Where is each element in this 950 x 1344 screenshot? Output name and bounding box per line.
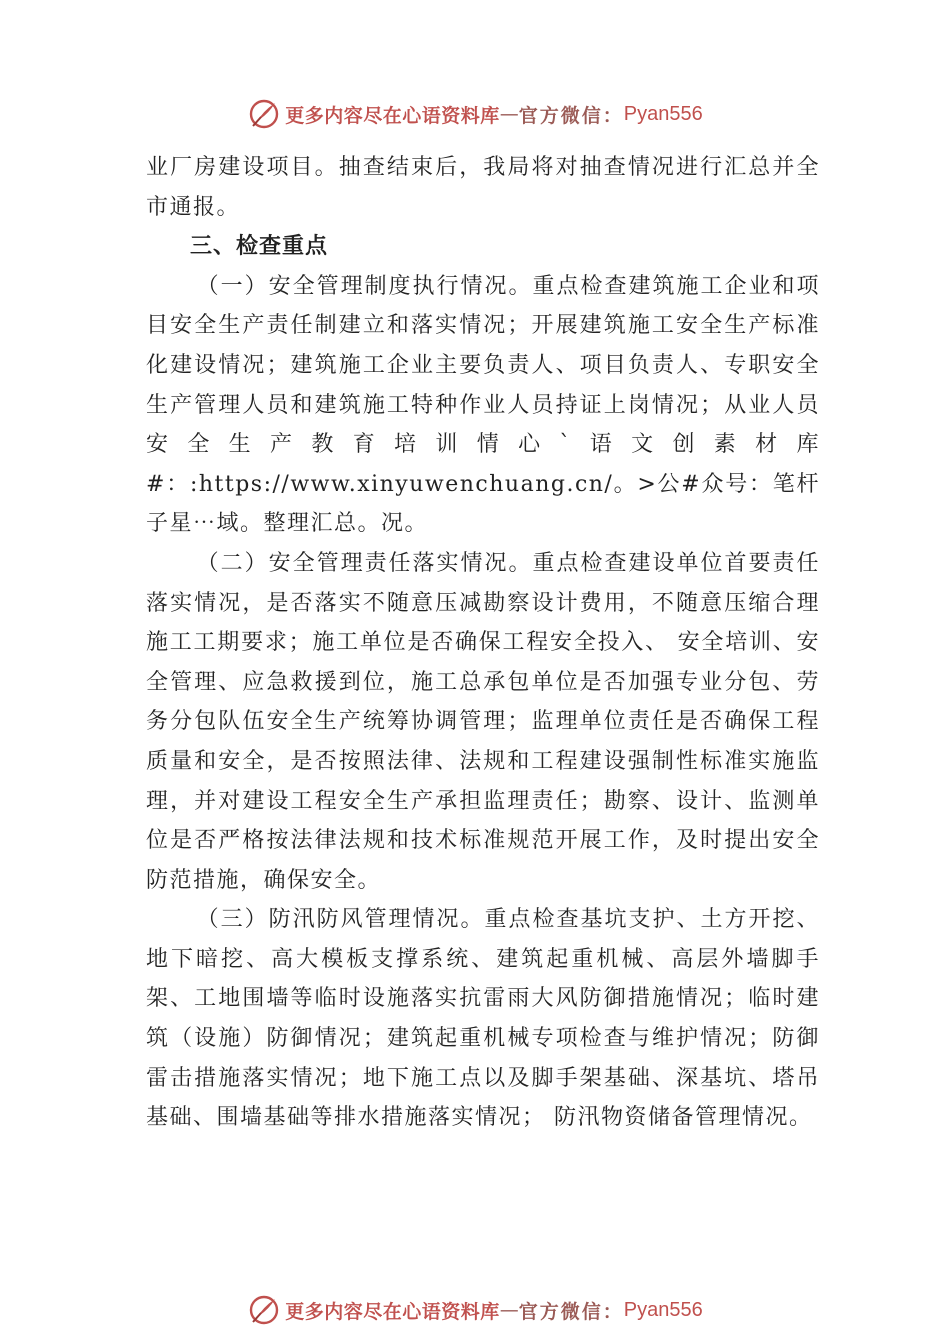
section-heading: 三、检查重点 bbox=[190, 234, 329, 260]
document-body bbox=[146, 148, 820, 1138]
item-paragraph-1: （一）安全管理制度执行情况。重点检查建筑施工企业和项目安全生产责任制建立和落实情况；开展建筑施工安全生产标准化建设情况；建筑施工企业主要负责人、项目负责人、专职安全生产管理人员和建筑施工特种作业人员持证上岗情况；从业人员安全生产教育培训情心`语文创素材库#：:https://www.xinyuwenchuang.cn/。>公#众号：笔杆子星⋯域。整理汇总。况。 bbox=[146, 273, 820, 537]
promo-dash: — bbox=[499, 103, 519, 125]
wechat-id: Pyan556 bbox=[623, 102, 703, 125]
watermark-banner-bottom bbox=[0, 1290, 950, 1330]
quill-logo-icon bbox=[247, 1293, 281, 1327]
watermark-banner-top bbox=[0, 94, 950, 134]
wechat-id: Pyan556 bbox=[623, 1298, 703, 1321]
promo-text: 更多内容尽在心语资料库 bbox=[285, 104, 500, 127]
wechat-label: 官方微信： bbox=[518, 1300, 624, 1323]
promo-text: 更多内容尽在心语资料库 bbox=[285, 1300, 500, 1323]
quill-logo-icon bbox=[247, 97, 281, 131]
wechat-label: 官方微信： bbox=[518, 104, 624, 127]
item-paragraph-2: （二）安全管理责任落实情况。重点检查建设单位首要责任落实情况，是否落实不随意压减勘察设计费用，不随意压缩合理施工工期要求；施工单位是否确保工程安全投入、 安全培训、安全管理、应急救援到位，施工总承包单位是否加强专业分包、劳务分包队伍安全生产统筹协调管理；监理单位责任是否确保工程质量和安全，是否按照法律、法规和工程建设强制性标准实施监理，并对建设工程安全生产承担监理责任；勘察、设计、监测单位是否严格按法律法规和技术标准规范开展工作，及时提出安全防范措施，确保安全。 bbox=[146, 550, 820, 893]
promo-dash: — bbox=[499, 1299, 519, 1321]
continuation-paragraph: 业厂房建设项目。抽查结束后，我局将对抽查情况进行汇总并全市通报。 bbox=[146, 155, 820, 220]
item-paragraph-3: （三）防汛防风管理情况。重点检查基坑支护、土方开挖、地下暗挖、高大模板支撑系统、建筑起重机械、高层外墙脚手架、工地围墙等临时设施落实抗雷雨大风防御措施情况；临时建筑（设施）防御情况；建筑起重机械专项检查与维护情况；防御雷击措施落实情况；地下施工点以及脚手架基础、深基坑、塔吊基础、围墙基础等排水措施落实情况； 防汛物资储备管理情况。 bbox=[146, 907, 820, 1131]
